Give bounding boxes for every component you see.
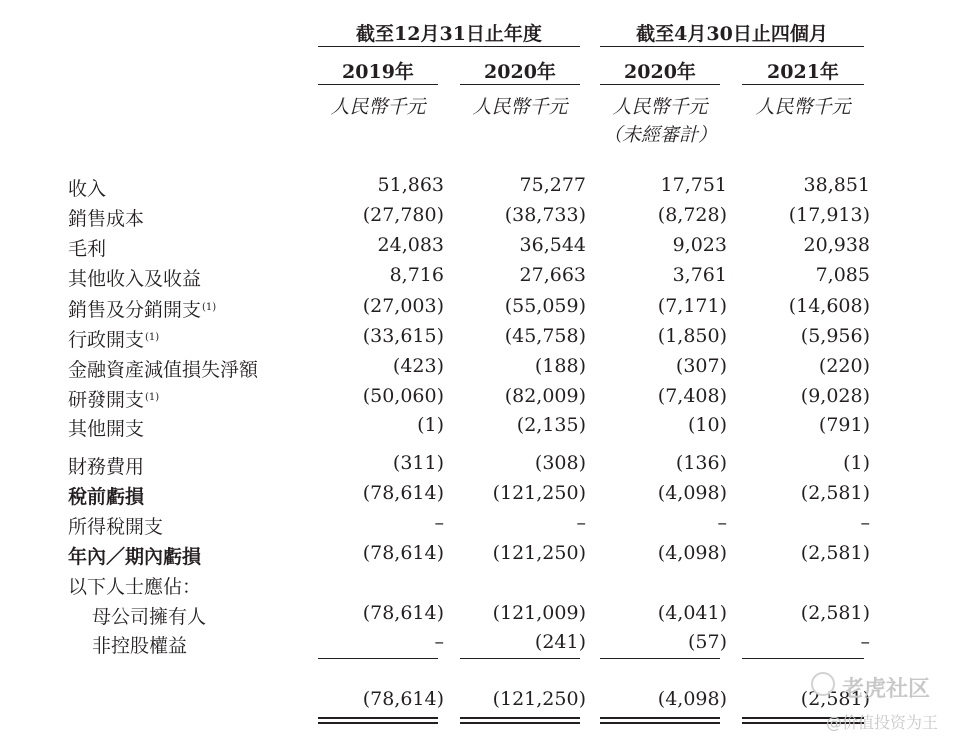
value-cell-2021-apr: (14,608) — [788, 295, 870, 317]
group-header-rule-2 — [600, 46, 864, 47]
row-label-admin-expenses: 行政開支$^{(1)}$ — [68, 329, 160, 351]
row-label-other-expenses: 其他開支 — [68, 418, 145, 440]
row-label-non-controlling: 非控股權益 — [92, 635, 188, 657]
footnote-marker: (1) — [145, 332, 160, 343]
year-rule-4 — [742, 84, 864, 85]
subtotal-rule-4 — [742, 658, 864, 659]
value-cell-2020-apr: (307) — [675, 355, 727, 377]
value-cell-2020: (55,059) — [504, 295, 586, 317]
unit-label-col1: 人民幣千元 — [330, 96, 426, 118]
value-cell-2019: – — [434, 631, 444, 653]
row-label-gross-profit: 毛利 — [68, 238, 107, 260]
unit-label-col4: 人民幣千元 — [755, 96, 851, 118]
value-cell-2020: (82,009) — [504, 385, 586, 407]
value-cell-2019: – — [434, 512, 444, 534]
year-header-2021-period: 2021年 — [767, 61, 839, 83]
year-rule-2 — [460, 84, 580, 85]
value-cell-2019: (27,003) — [362, 295, 444, 317]
value-cell-2020: (121,250) — [492, 542, 586, 564]
value-cell-2021-apr: (220) — [818, 355, 870, 377]
value-cell-2020: (45,758) — [504, 325, 586, 347]
value-cell-2020-apr: (4,098) — [657, 482, 727, 504]
value-cell-2021-apr: (2,581) — [800, 482, 870, 504]
group-header-rule-1 — [318, 46, 580, 47]
total-value-2021-apr: (2,581) — [800, 688, 870, 710]
value-cell-2021-apr: (2,581) — [800, 602, 870, 624]
value-cell-2021-apr: 7,085 — [815, 264, 870, 286]
value-cell-2020: (308) — [534, 452, 586, 474]
value-cell-2020: 27,663 — [519, 264, 586, 286]
value-cell-2020-apr: 3,761 — [672, 264, 727, 286]
value-cell-2021-apr: (2,581) — [800, 542, 870, 564]
value-cell-2020: (188) — [534, 355, 586, 377]
subtotal-rule-1 — [318, 658, 438, 659]
value-cell-2020-apr: (4,098) — [657, 542, 727, 564]
value-cell-2021-apr: (791) — [818, 414, 870, 436]
footnote-marker: (1) — [145, 392, 160, 403]
unit-label-col2: 人民幣千元 — [472, 96, 568, 118]
row-label-attributable-to: 以下人士應佔： — [68, 576, 202, 598]
value-cell-2020-apr: (1,850) — [657, 325, 727, 347]
value-cell-2021-apr: – — [860, 512, 870, 534]
value-cell-2020-apr: (4,041) — [657, 602, 727, 624]
value-cell-2019: (423) — [392, 355, 444, 377]
row-label-other-income: 其他收入及收益 — [68, 268, 202, 290]
value-cell-2021-apr: (17,913) — [788, 204, 870, 226]
watermark-brand: 老虎社区 — [842, 677, 931, 702]
value-cell-2019: (78,614) — [362, 602, 444, 624]
watermark-logo-icon — [811, 672, 835, 696]
value-cell-2019: (27,780) — [362, 204, 444, 226]
group-header-four-months: 截至4月30日止四個月 — [636, 23, 828, 45]
row-label-income-tax: 所得稅開支 — [68, 516, 164, 538]
value-cell-2020-apr: (136) — [675, 452, 727, 474]
row-label-impairment-losses: 金融資產減值損失淨額 — [68, 359, 259, 381]
value-cell-2020-apr: (7,408) — [657, 385, 727, 407]
value-cell-2019: 24,083 — [377, 234, 444, 256]
value-cell-2020-apr: 17,751 — [660, 174, 727, 196]
value-cell-2019: 51,863 — [377, 174, 444, 196]
row-label-rd-expenses: 研發開支$^{(1)}$ — [68, 389, 160, 411]
value-cell-2019: 8,716 — [389, 264, 444, 286]
row-label-selling-expenses: 銷售及分銷開支$^{(1)}$ — [68, 299, 217, 321]
total-value-2019: (78,614) — [362, 688, 444, 710]
row-label-loss-for-period: 年內／期內虧損 — [68, 546, 202, 568]
subtotal-rule-3 — [600, 658, 720, 659]
value-cell-2020: (2,135) — [516, 414, 586, 436]
value-cell-2020: (121,250) — [492, 482, 586, 504]
subtotal-rule-2 — [460, 658, 580, 659]
year-header-2020: 2020年 — [484, 61, 556, 83]
value-cell-2019: (50,060) — [362, 385, 444, 407]
unaudited-note: （未經審計） — [602, 124, 717, 146]
year-header-2019: 2019年 — [342, 61, 414, 83]
year-rule-3 — [600, 84, 720, 85]
value-cell-2020-apr: (7,171) — [657, 295, 727, 317]
value-cell-2020: (38,733) — [504, 204, 586, 226]
value-cell-2020: (121,009) — [492, 602, 586, 624]
row-label-owners-of-parent: 母公司擁有人 — [92, 606, 207, 628]
row-label-revenue: 收入 — [68, 178, 107, 200]
watermark-handle: @价值投资为王 — [826, 713, 939, 732]
total-double-rule-1 — [318, 717, 438, 724]
value-cell-2019: (33,615) — [362, 325, 444, 347]
value-cell-2020-apr: (57) — [687, 631, 727, 653]
total-value-2020: (121,250) — [492, 688, 586, 710]
footnote-marker: (1) — [202, 302, 217, 313]
total-double-rule-2 — [460, 717, 580, 724]
unit-label-col3: 人民幣千元 — [612, 96, 708, 118]
value-cell-2020: – — [576, 512, 586, 534]
year-header-2020-period: 2020年 — [624, 61, 696, 83]
total-value-2020-apr: (4,098) — [657, 688, 727, 710]
value-cell-2021-apr: – — [860, 631, 870, 653]
value-cell-2019: (78,614) — [362, 482, 444, 504]
year-rule-1 — [318, 84, 438, 85]
row-label-finance-costs: 財務費用 — [68, 456, 145, 478]
value-cell-2021-apr: 38,851 — [803, 174, 870, 196]
value-cell-2020-apr: 9,023 — [672, 234, 727, 256]
value-cell-2020: (241) — [534, 631, 586, 653]
row-label-loss-before-tax: 稅前虧損 — [68, 486, 145, 508]
value-cell-2020-apr: (8,728) — [657, 204, 727, 226]
value-cell-2021-apr: (1) — [843, 452, 870, 474]
value-cell-2021-apr: (5,956) — [800, 325, 870, 347]
value-cell-2019: (78,614) — [362, 542, 444, 564]
value-cell-2020-apr: – — [717, 512, 727, 534]
value-cell-2021-apr: 20,938 — [803, 234, 870, 256]
row-label-cost-of-sales: 銷售成本 — [68, 208, 145, 230]
group-header-year-ended: 截至12月31日止年度 — [356, 23, 542, 45]
value-cell-2020: 36,544 — [519, 234, 586, 256]
value-cell-2019: (1) — [417, 414, 444, 436]
value-cell-2020: 75,277 — [519, 174, 586, 196]
value-cell-2020-apr: (10) — [687, 414, 727, 436]
total-double-rule-3 — [600, 717, 720, 724]
value-cell-2019: (311) — [392, 452, 444, 474]
value-cell-2021-apr: (9,028) — [800, 385, 870, 407]
